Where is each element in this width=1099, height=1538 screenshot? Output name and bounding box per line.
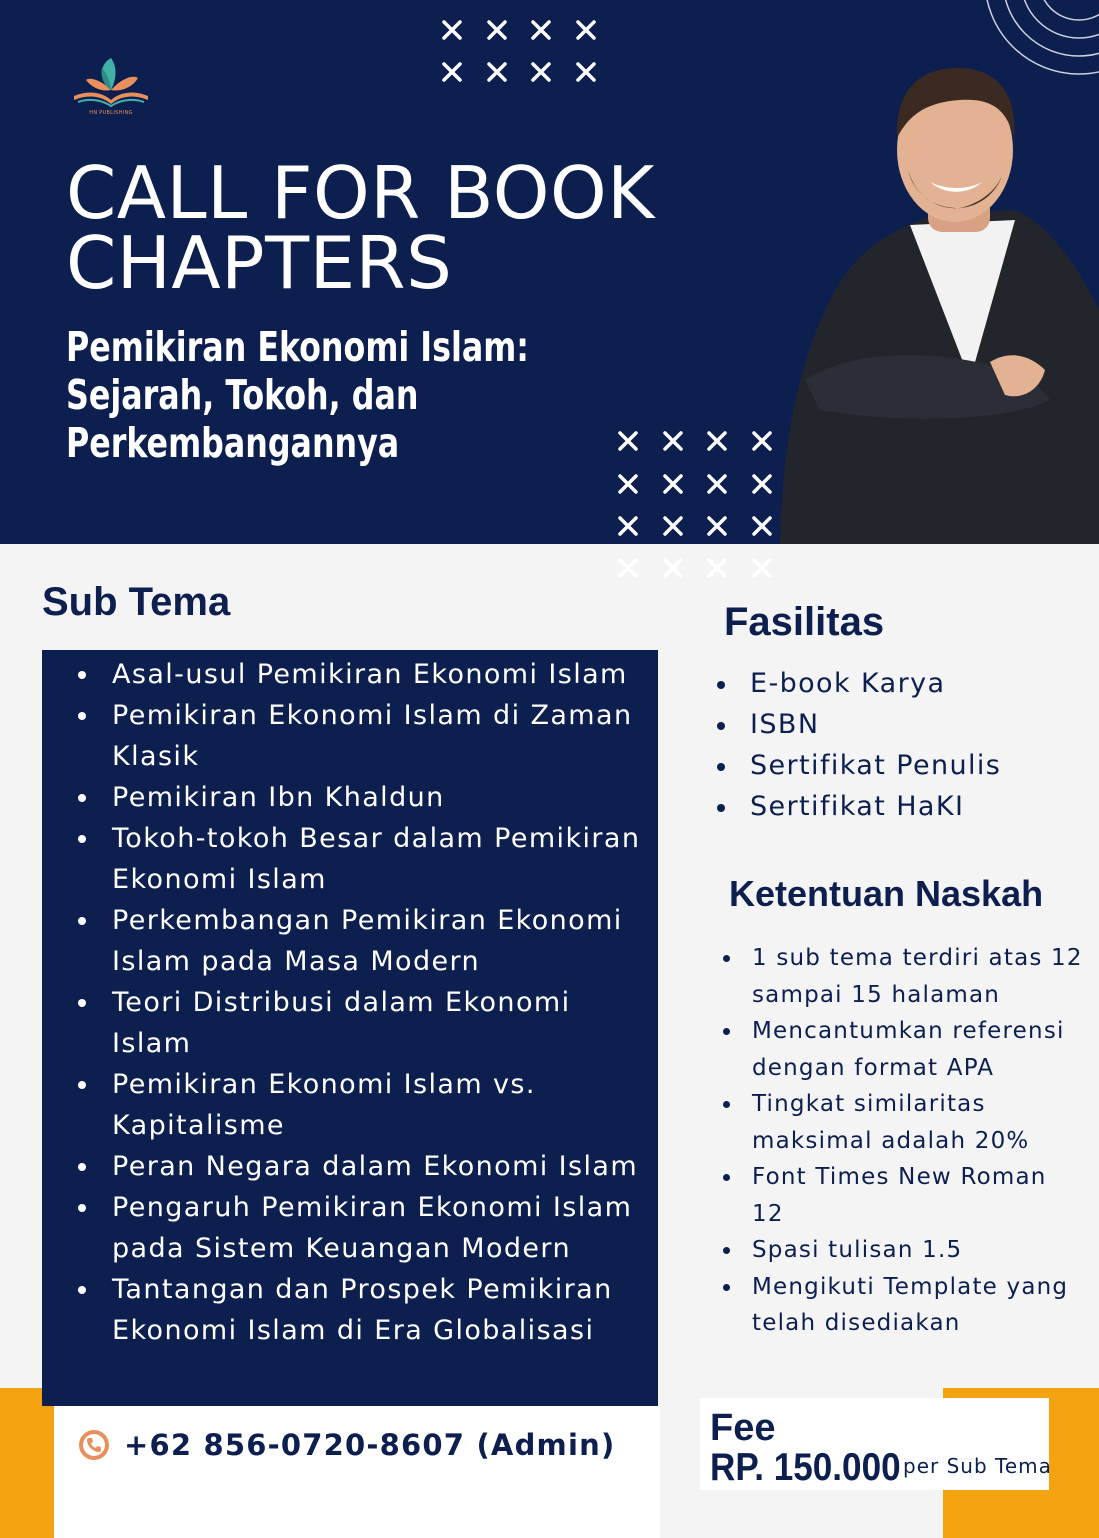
- list-item: Font Times New Roman 12: [716, 1159, 1086, 1232]
- fasilitas-list: [712, 663, 1092, 827]
- cross-pattern-faded: [616, 558, 780, 582]
- list-item: Tantangan dan Prospek Pemikiran Ekonomi Islam di Era Globalisasi: [42, 1269, 642, 1351]
- list-item: Asal-usul Pemikiran Ekonomi Islam: [42, 654, 642, 695]
- fee-label: Fee: [710, 1407, 776, 1449]
- list-item: Teori Distribusi dalam Ekonomi Islam: [42, 982, 642, 1064]
- fasilitas-heading: Fasilitas: [724, 600, 885, 644]
- list-item: Sertifikat HaKI: [712, 786, 1092, 827]
- book-subtitle-line-2: Sejarah, Tokoh, dan: [66, 371, 419, 419]
- list-item: Pengaruh Pemikiran Ekonomi Islam pada Sistem Keuangan Modern: [42, 1187, 642, 1269]
- fee-unit: per Sub Tema: [903, 1454, 1052, 1478]
- contact-info: [78, 1428, 615, 1462]
- list-item: Pemikiran Ekonomi Islam di Zaman Klasik: [42, 695, 642, 777]
- cross-pattern-top: [440, 18, 604, 88]
- publisher-logo: [66, 46, 156, 120]
- sub-tema-panel: [42, 650, 658, 1406]
- fee-price: RP. 150.000: [710, 1446, 901, 1489]
- list-item: Peran Negara dalam Ekonomi Islam: [42, 1146, 642, 1187]
- main-title: [66, 151, 655, 305]
- list-item: Pemikiran Ekonomi Islam vs. Kapitalisme: [42, 1064, 642, 1146]
- list-item: Mencantumkan referensi dengan format APA: [716, 1013, 1086, 1086]
- hero-banner: [0, 0, 1099, 544]
- publisher-logo-text: HN PUBLISHING: [89, 110, 133, 116]
- list-item: E-book Karya: [712, 663, 1092, 704]
- list-item: Tokoh-tokoh Besar dalam Pemikiran Ekonomi Islam: [42, 818, 642, 900]
- phone-icon: [78, 1429, 110, 1461]
- list-item: 1 sub tema terdiri atas 12 sampai 15 halaman: [716, 940, 1086, 1013]
- contact-card: [54, 1406, 660, 1538]
- ketentuan-list: [716, 940, 1086, 1342]
- list-item: Sertifikat Penulis: [712, 745, 1092, 786]
- presenter-photo: [760, 50, 1099, 544]
- list-item: ISBN: [712, 704, 1092, 745]
- list-item: Perkembangan Pemikiran Ekonomi Islam pada Masa Modern: [42, 900, 642, 982]
- list-item: Mengikuti Template yang telah disediakan: [716, 1269, 1086, 1342]
- cross-pattern-bottom: [616, 428, 780, 544]
- book-subtitle-line-3: Perkembangannya: [66, 419, 400, 467]
- sub-tema-heading: Sub Tema: [42, 580, 231, 624]
- list-item: Pemikiran Ibn Khaldun: [42, 777, 642, 818]
- sub-tema-list: [42, 654, 642, 1351]
- phone-number[interactable]: +62 856-0720-8607 (Admin): [124, 1428, 616, 1462]
- main-title-line-1: CALL FOR BOOK: [66, 151, 655, 235]
- list-item: Tingkat similaritas maksimal adalah 20%: [716, 1086, 1086, 1159]
- main-title-line-2: CHAPTERS: [66, 221, 453, 305]
- book-subtitle: [66, 323, 548, 467]
- list-item: Spasi tulisan 1.5: [716, 1232, 1086, 1269]
- book-subtitle-line-1: Pemikiran Ekonomi Islam:: [66, 323, 529, 371]
- ketentuan-heading: Ketentuan Naskah: [729, 873, 1044, 914]
